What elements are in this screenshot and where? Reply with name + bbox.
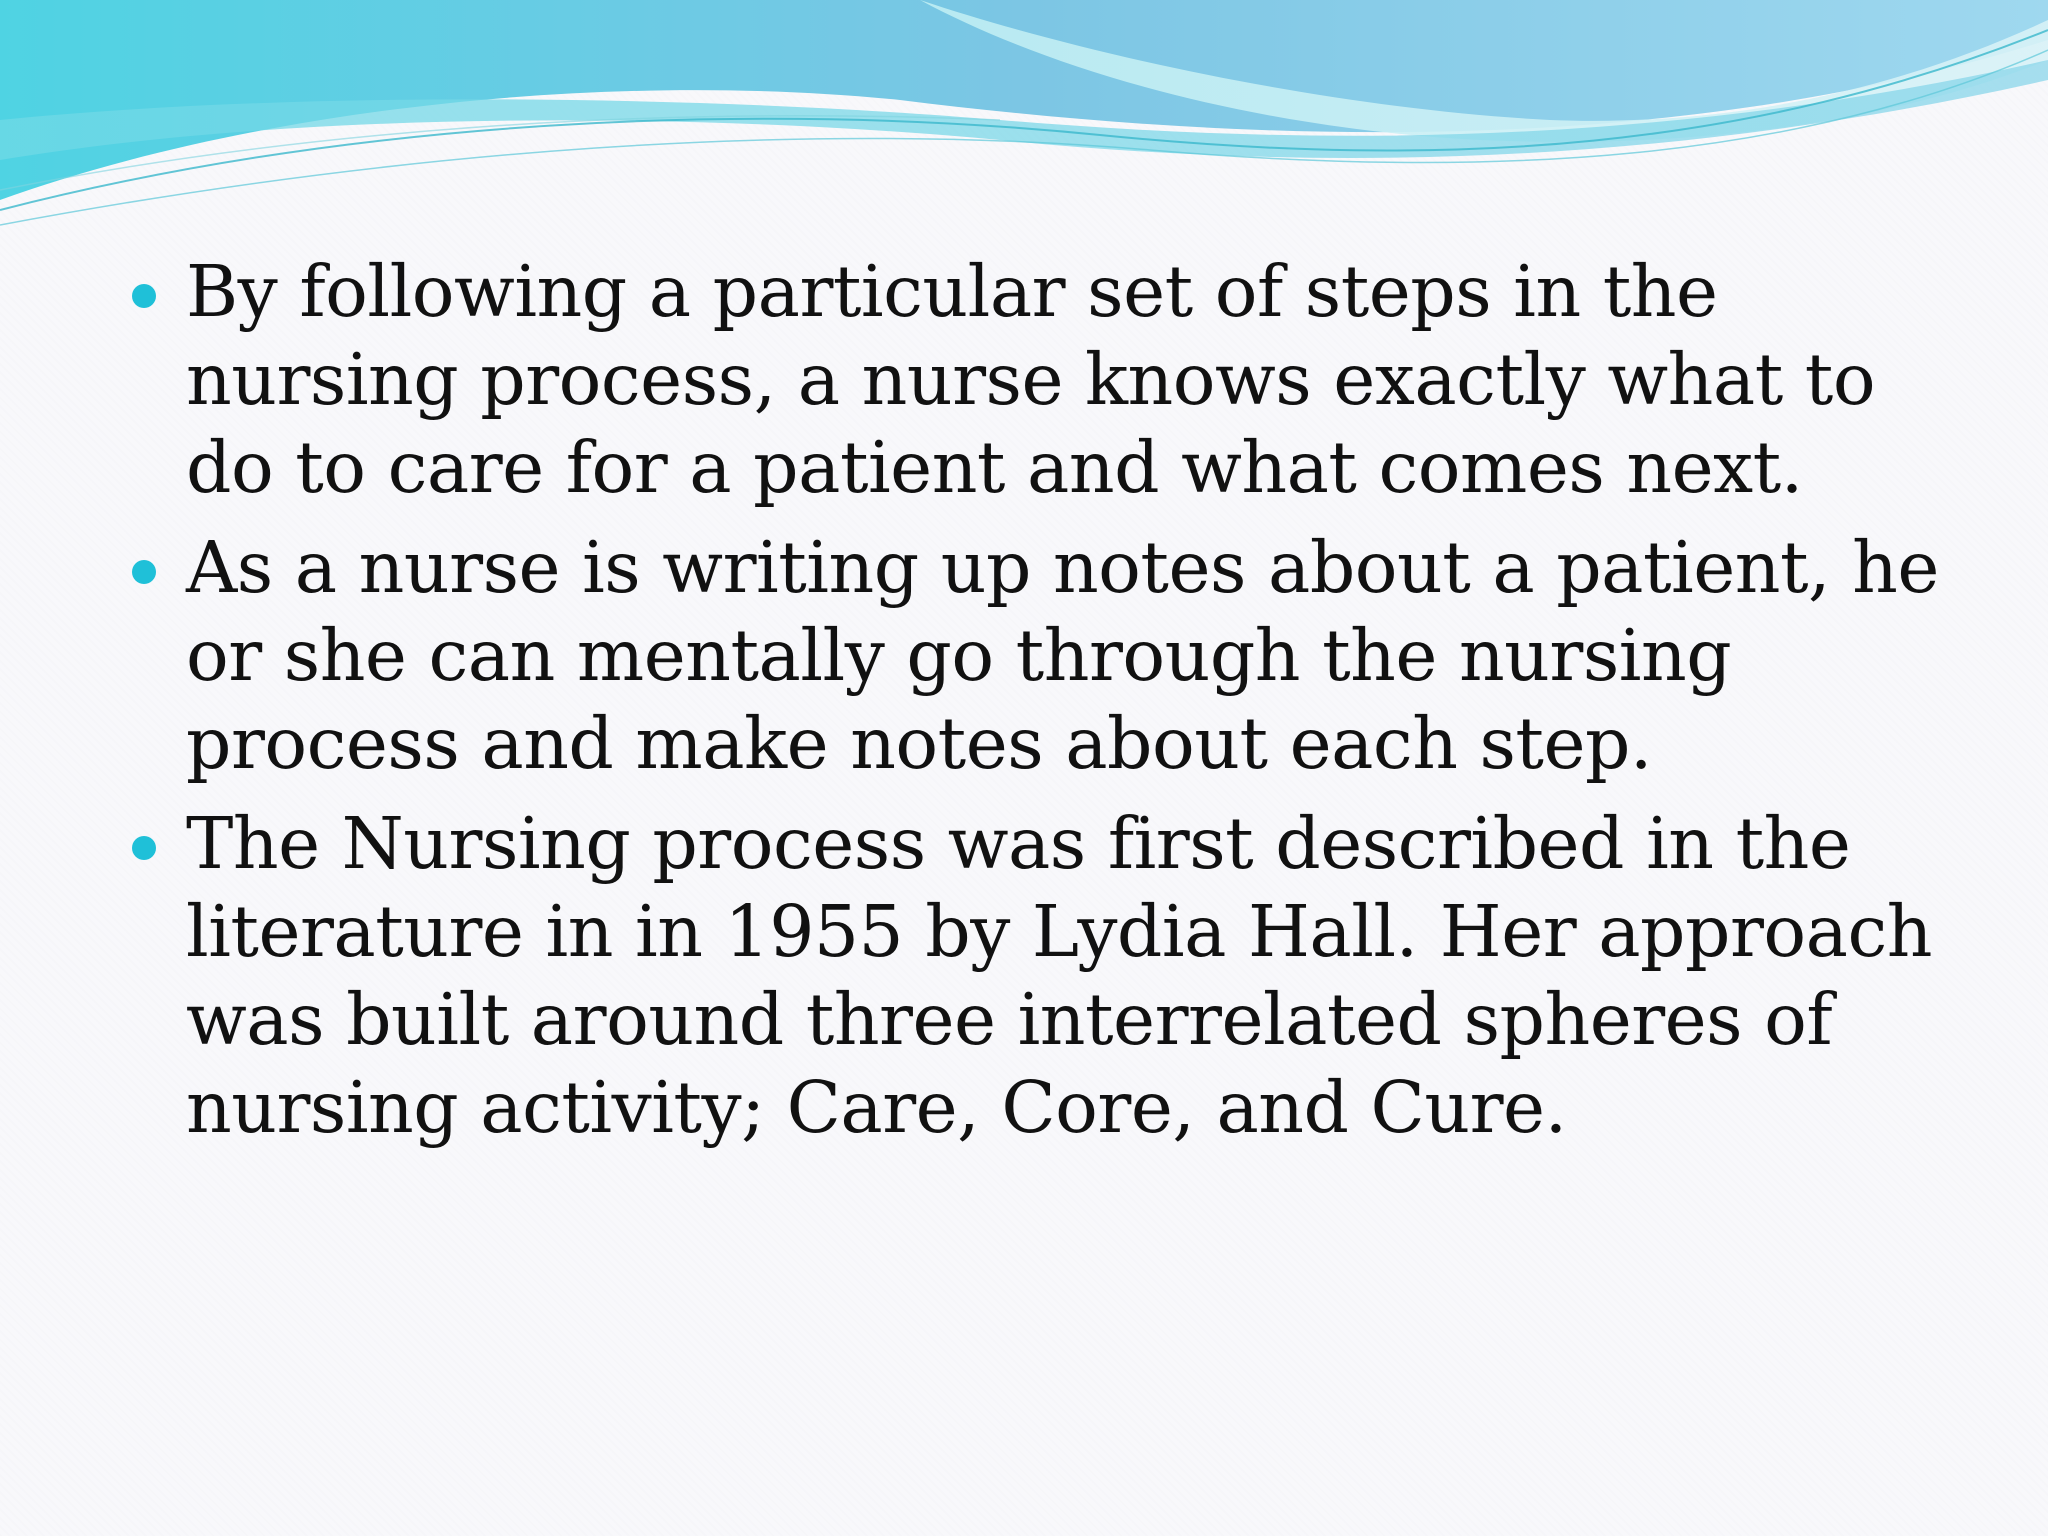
bullet-text: By following a particular set of steps in the nursing process, a nurse knows exactly what to do to care for a patient and what comes next. xyxy=(186,250,1876,509)
bullet-item xyxy=(126,524,1966,788)
wave-header-decoration xyxy=(0,0,2048,240)
bullet-item xyxy=(126,800,1966,1152)
bullet-dot-icon xyxy=(132,836,156,860)
bullet-list xyxy=(126,248,1966,1152)
bullet-item xyxy=(126,248,1966,512)
bullet-text: The Nursing process was first described in the literature in in 1955 by Lydia Hall. Her approach was built around three interrelated spheres of nursing activity; Care, Core, and Cure. xyxy=(186,802,1932,1149)
bullet-dot-icon xyxy=(132,560,156,584)
bullet-dot-icon xyxy=(132,284,156,308)
slide-content xyxy=(126,248,1966,1164)
bullet-text: As a nurse is writing up notes about a patient, he or she can mentally go through the nursing process and make notes about each step. xyxy=(186,526,1939,785)
